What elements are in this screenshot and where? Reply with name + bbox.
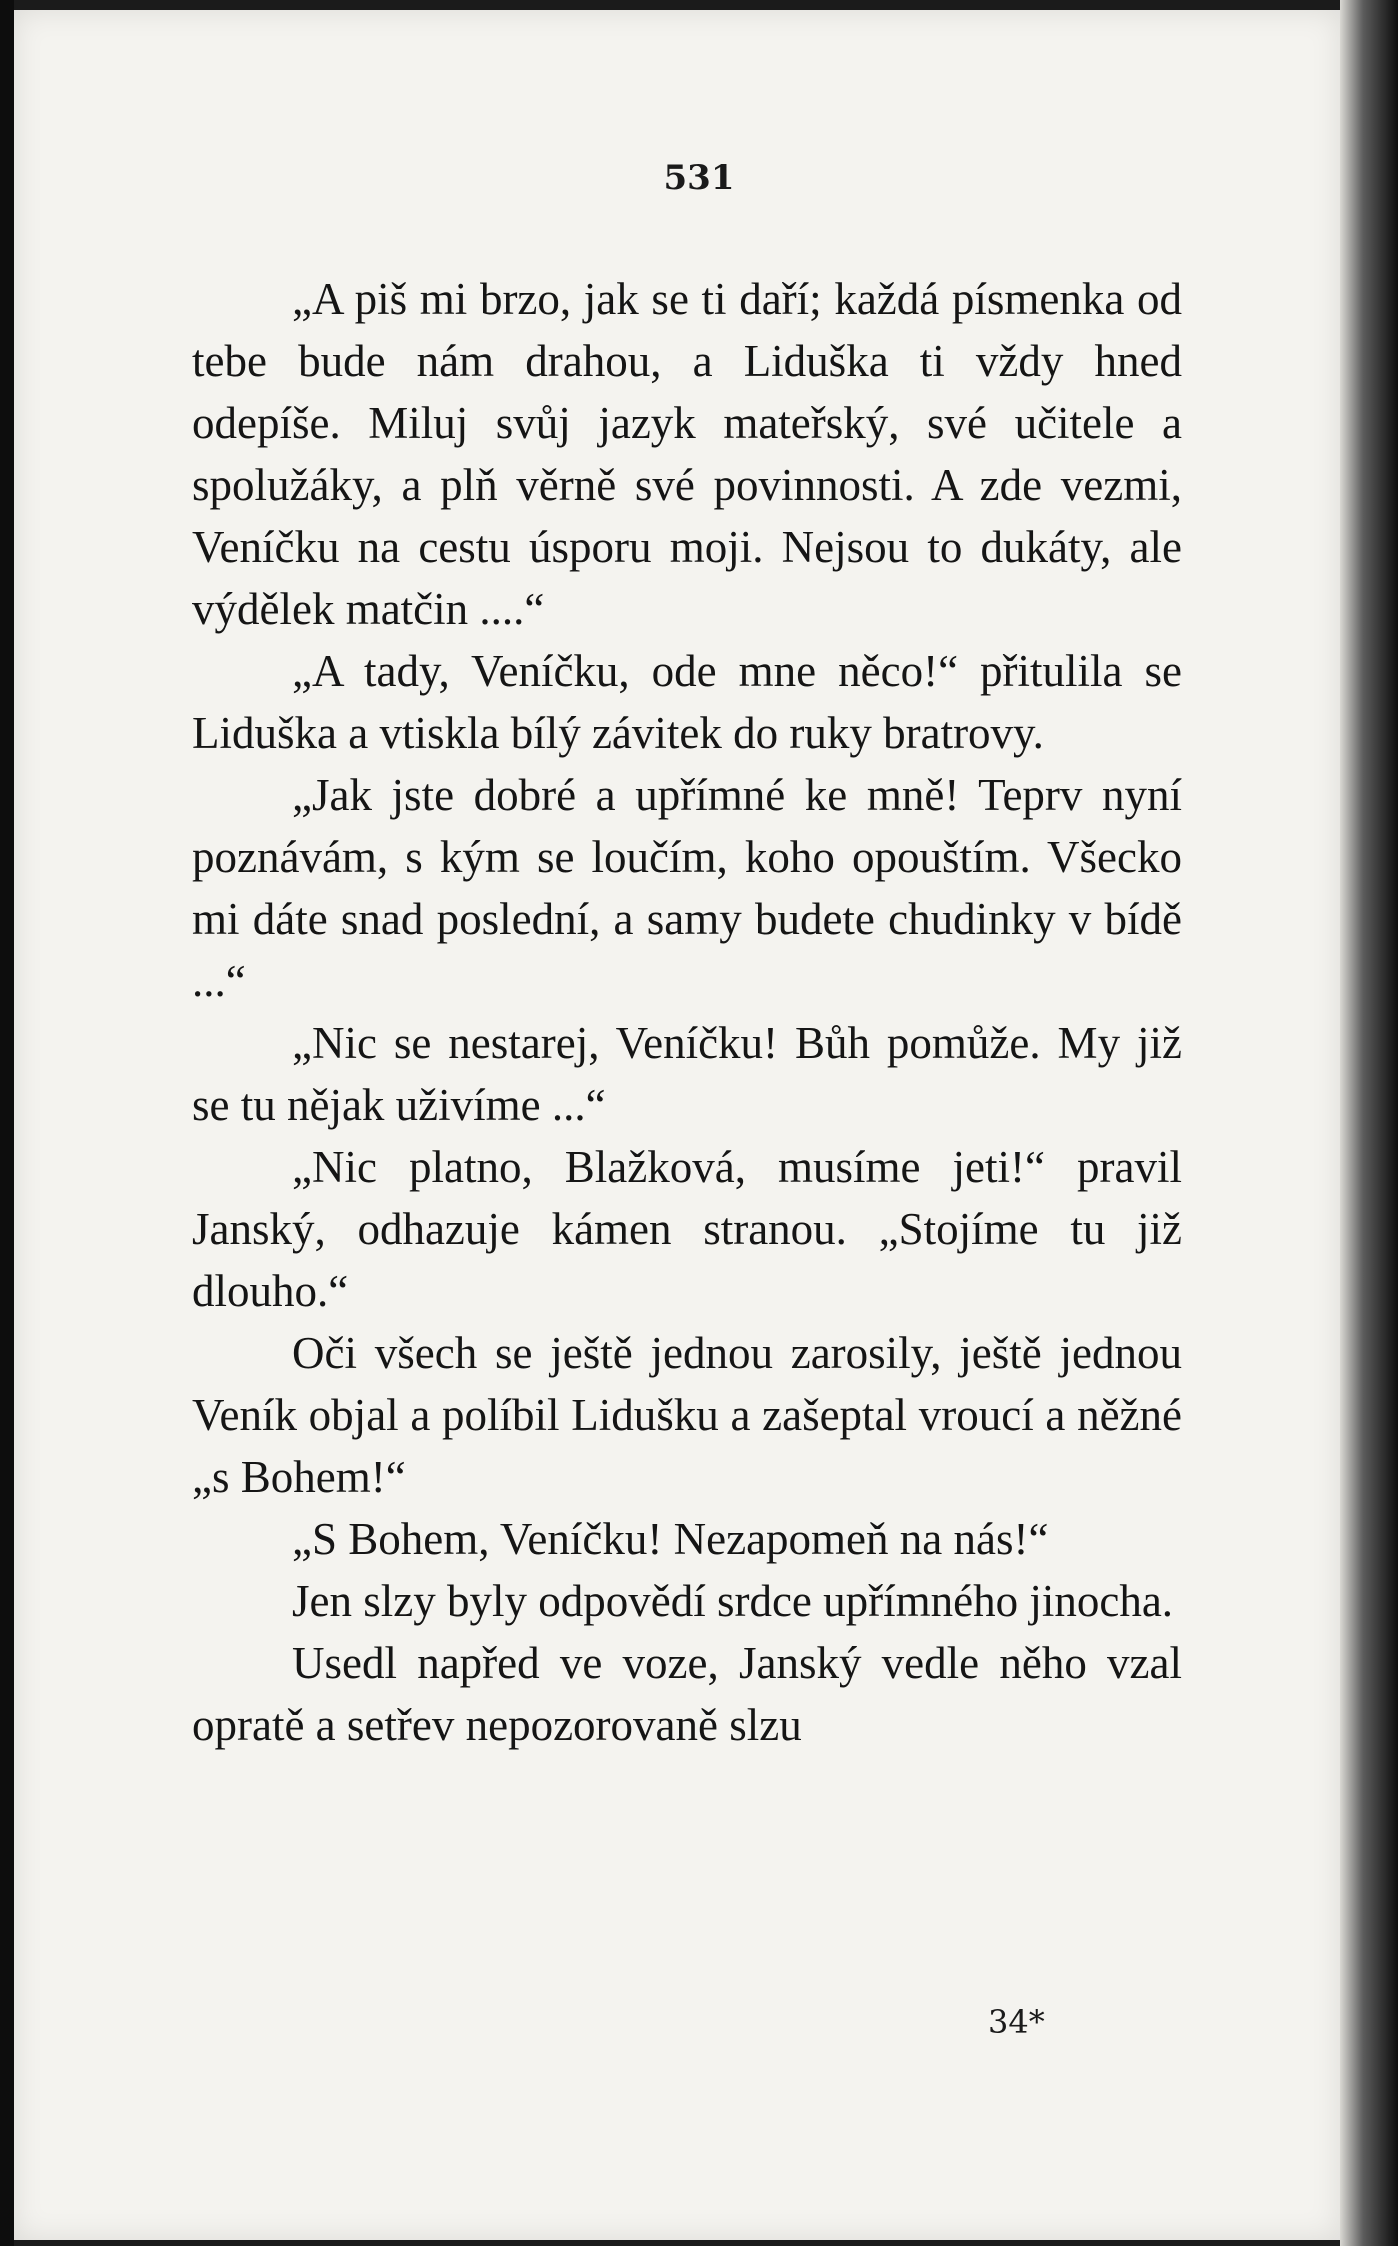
paragraph: Oči všech se ještě jednou zarosily, ještě jednou Veník objal a políbil Lidušku a zašeptal vroucí a něžné „s Bohem!“ xyxy=(192,1328,1182,1502)
paragraph: „S Bohem, Veníčku! Nezapomeň na nás!“ xyxy=(292,1514,1049,1564)
body-text xyxy=(192,268,1182,1756)
paragraph: „Jak jste dobré a upřímné ke mně! Teprv nyní poznávám, s kým se loučím, koho opouštím. Všecko mi dáte snad poslední, a samy budete chudinky v bídě ...“ xyxy=(192,770,1182,1006)
page-number: 531 xyxy=(663,158,735,198)
paragraph: „A tady, Veníčku, ode mne něco!“ přitulila se Liduška a vtiskla bílý závitek do ruky bratrovy. xyxy=(192,646,1182,758)
paragraph: Jen slzy byly odpovědí srdce upřímného jinocha. xyxy=(292,1576,1174,1626)
scan-right-edge xyxy=(1340,0,1398,2246)
paragraph: „A piš mi brzo, jak se ti daří; každá písmenka od tebe bude nám drahou, a Liduška ti vždy hned odepíše. Miluj svůj jazyk mateřský, své učitele a spolužáky, a plň věrně své povinnosti. A zde vezmi, Veníčku na cestu úsporu moji. Nejsou to dukáty, ale výdělek matčin ....“ xyxy=(192,274,1182,634)
paragraph: „Nic se nestarej, Veníčku! Bůh pomůže. My již se tu nějak uživíme ...“ xyxy=(192,1018,1182,1130)
scan-left-edge xyxy=(0,0,14,2246)
signature-mark: 34* xyxy=(988,2003,1045,2041)
paragraph: Usedl napřed ve voze, Janský vedle něho vzal opratě a setřev nepozorovaně slzu xyxy=(192,1638,1182,1750)
paragraph: „Nic platno, Blažková, musíme jeti!“ pravil Janský, odhazuje kámen stranou. „Stojíme tu již dlouho.“ xyxy=(192,1142,1182,1316)
